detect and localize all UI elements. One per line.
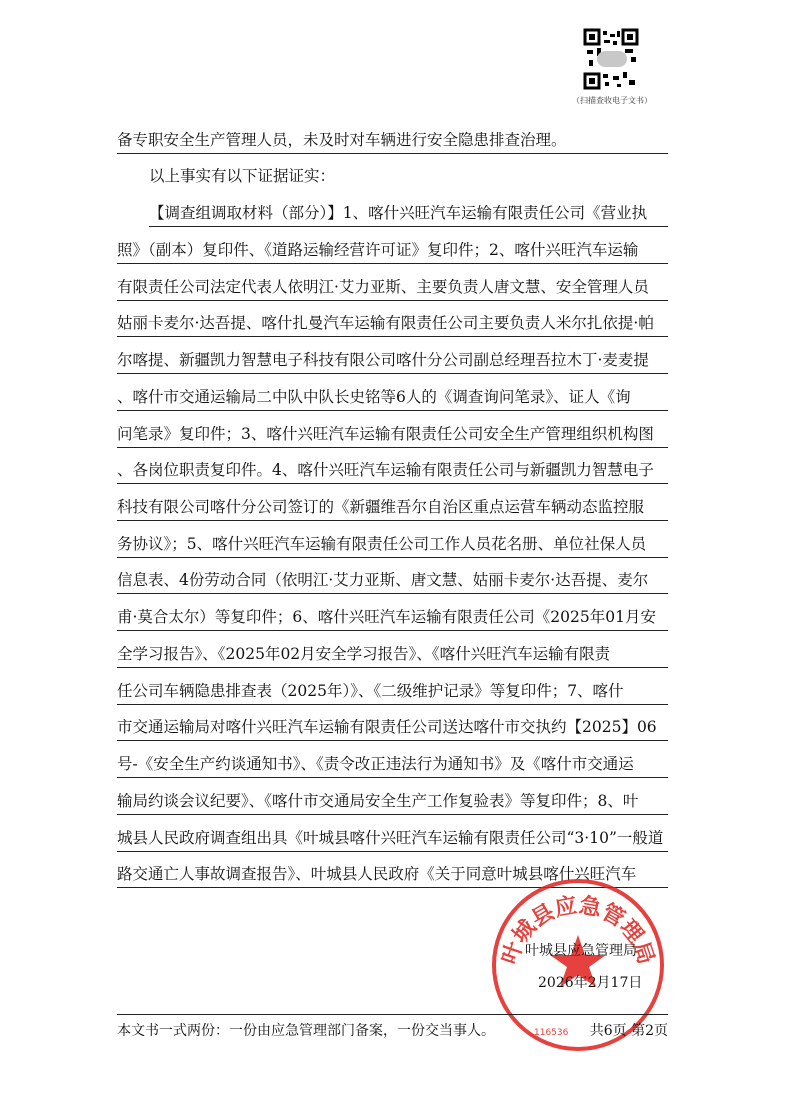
body-line-6: 姑丽卡麦尔·达吾提、喀什扎曼汽车运输有限责任公司主要负责人米尔扎依提·帕 bbox=[117, 313, 668, 337]
body-line-12: 务协议》；5、喀什兴旺汽车运输有限责任公司工作人员花名册、单位社保人员 bbox=[117, 534, 668, 558]
seal-number: 116536 bbox=[534, 1028, 569, 1038]
body-line-11: 科技有限公司喀什分公司签订的《新疆维吾尔自治区重点运营车辆动态监控服 bbox=[117, 497, 668, 521]
body-line-16: 任公司车辆隐患排查表（2025年）》、《二级维护记录》等复印件；7、喀什 bbox=[117, 681, 668, 705]
body-line-3: 【调查组调取材料（部分）】1、喀什兴旺汽车运输有限责任公司《营业执 bbox=[149, 203, 668, 227]
body-line-14: 甫·莫合太尔）等复印件；6、喀什兴旺汽车运输有限责任公司《2025年01月安 bbox=[117, 607, 668, 631]
body-line-20: 城县人民政府调查组出具《叶城县喀什兴旺汽车运输有限责任公司“3·10”一般道 bbox=[117, 828, 668, 852]
body-line-18: 号-《安全生产约谈通知书》、《责令改正违法行为通知书》及《喀什市交通运 bbox=[117, 754, 668, 778]
qr-caption: （扫描查收电子文书） bbox=[572, 96, 652, 105]
seal-text: 叶城县应急管理局 bbox=[497, 893, 659, 968]
body-line-13: 信息表、4份劳动合同（依明江·艾力亚斯、唐文慧、姑丽卡麦尔·达吾提、麦尔 bbox=[117, 570, 668, 594]
body-line-8: 、喀什市交通运输局二中队中队长史铭等6人的《调查询问笔录》、证人《询 bbox=[117, 387, 668, 411]
page-number: 共6页 第2页 bbox=[589, 1023, 668, 1039]
body-line-1: 备专职安全生产管理人员，未及时对车辆进行安全隐患排查治理。 bbox=[117, 130, 668, 154]
body-line-17: 市交通运输局对喀什兴旺汽车运输有限责任公司送达喀什市交执约【2025】06 bbox=[117, 717, 668, 741]
body-line-15: 全学习报告》、《2025年02月安全学习报告》、《喀什兴旺汽车运输有限责 bbox=[117, 644, 668, 668]
qr-code-icon bbox=[583, 28, 639, 90]
footer bbox=[117, 1020, 668, 1040]
body-line-5: 有限责任公司法定代表人依明江·艾力亚斯、主要负责人唐文慧、安全管理人员 bbox=[117, 277, 668, 301]
body-line-2: 以上事实有以下证据证实： bbox=[149, 167, 336, 185]
body-line-21: 路交通亡人事故调查报告》、叶城县人民政府《关于同意叶城县喀什兴旺汽车 bbox=[117, 864, 668, 888]
issue-date: 2026年2月17日 bbox=[538, 975, 643, 991]
body-line-9: 问笔录》复印件；3、喀什兴旺汽车运输有限责任公司安全生产管理组织机构图 bbox=[117, 424, 668, 448]
body-line-4: 照》（副本）复印件、《道路运输经营许可证》复印件；2、喀什兴旺汽车运输 bbox=[117, 240, 668, 264]
body-line-10: 、各岗位职责复印件。4、喀什兴旺汽车运输有限责任公司与新疆凯力智慧电子 bbox=[117, 460, 668, 484]
footer-note: 本文书一式两份：一份由应急管理部门备案，一份交当事人。 bbox=[117, 1023, 495, 1039]
issuer-name: 叶城县应急管理局 bbox=[525, 943, 637, 959]
body-line-19: 输局约谈会议纪要》、《喀什市交通局安全生产工作复验表》等复印件；8、叶 bbox=[117, 791, 668, 815]
body-line-7: 尔喀提、新疆凯力智慧电子科技有限公司喀什分公司副总经理吾拉木丁·麦麦提 bbox=[117, 350, 668, 374]
footer-divider bbox=[117, 1014, 668, 1015]
